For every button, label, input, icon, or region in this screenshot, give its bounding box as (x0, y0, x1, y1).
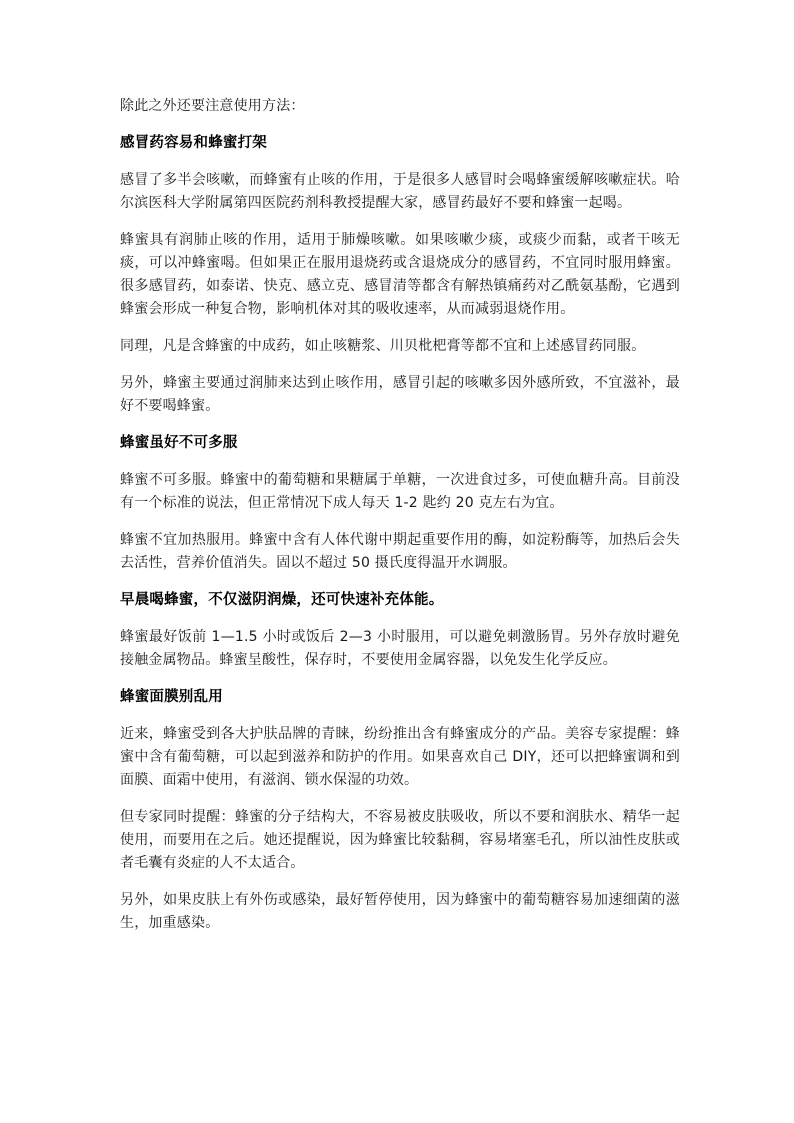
body-paragraph: 蜂蜜不可多服。蜂蜜中的葡萄糖和果糖属于单糖，一次进食过多，可使血糖升高。目前没有一个标准的说法，但正常情况下成人每天 1-2 匙约 20 克左右为宜。 (120, 472, 680, 511)
section-heading: 蜂蜜虽好不可多服 (120, 435, 238, 451)
body-paragraph: 蜂蜜不宜加热服用。蜂蜜中含有人体代谢中期起重要作用的酶，如淀粉酶等，加热后会失去活性，营养价值消失。固以不超过 50 摄氏度得温开水调服。 (120, 532, 680, 571)
body-paragraph: 但专家同时提醒：蜂蜜的分子结构大，不容易被皮肤吸收，所以不要和润肤水、精华一起使用，而要用在之后。她还提醒说，因为蜂蜜比较黏稠，容易堵塞毛孔，所以油性皮肤或者毛囊有炎症的人不太适合。 (120, 809, 680, 871)
body-paragraph: 同理，凡是含蜂蜜的中成药，如止咳糖浆、川贝枇杷膏等都不宜和上述感冒药同服。 (120, 338, 646, 354)
body-paragraph: 另外，如果皮肤上有外伤或感染，最好暂停使用，因为蜂蜜中的葡萄糖容易加速细菌的滋生，加重感染。 (120, 892, 680, 931)
intro-paragraph: 除此之外还要注意使用方法： (120, 98, 305, 114)
section-heading: 感冒药容易和蜂蜜打架 (120, 135, 267, 151)
section-heading: 蜂蜜面膜别乱用 (120, 689, 223, 705)
body-paragraph: 感冒了多半会咳嗽，而蜂蜜有止咳的作用，于是很多人感冒时会喝蜂蜜缓解咳嗽症状。哈尔滨医科大学附属第四医院药剂科教授提醒大家，感冒药最好不要和蜂蜜一起喝。 (120, 172, 680, 211)
body-paragraph: 蜂蜜具有润肺止咳的作用，适用于肺燥咳嗽。如果咳嗽少痰，或痰少而黏，或者干咳无痰，可以冲蜂蜜喝。但如果正在服用退烧药或含退烧成分的感冒药，不宜同时服用蜂蜜。很多感冒药，如泰诺、快克、感立克、感冒清等都含有解热镇痛药对乙酰氨基酚，它遇到蜂蜜会形成一种复合物，影响机体对其的吸收速率，从而减弱退烧作用。 (120, 232, 680, 317)
document-body (120, 95, 680, 949)
section-heading: 早晨喝蜂蜜，不仅滋阴润燥，还可快速补充体能。 (120, 592, 444, 608)
body-paragraph: 另外，蜂蜜主要通过润肺来达到止咳作用，感冒引起的咳嗽多因外感所致，不宜滋补，最好不要喝蜂蜜。 (120, 375, 680, 414)
body-paragraph: 蜂蜜最好饭前 1—1.5 小时或饭后 2—3 小时服用，可以避免刺激肠胃。另外存放时避免接触金属物品。蜂蜜呈酸性，保存时，不要使用金属容器，以免发生化学反应。 (120, 629, 680, 668)
body-paragraph: 近来，蜂蜜受到各大护肤品牌的青睐，纷纷推出含有蜂蜜成分的产品。美容专家提醒：蜂蜜中含有葡萄糖，可以起到滋养和防护的作用。如果喜欢自己 DIY，还可以把蜂蜜调和到面膜、面霜中使用，有滋润、锁水保湿的功效。 (120, 726, 680, 788)
